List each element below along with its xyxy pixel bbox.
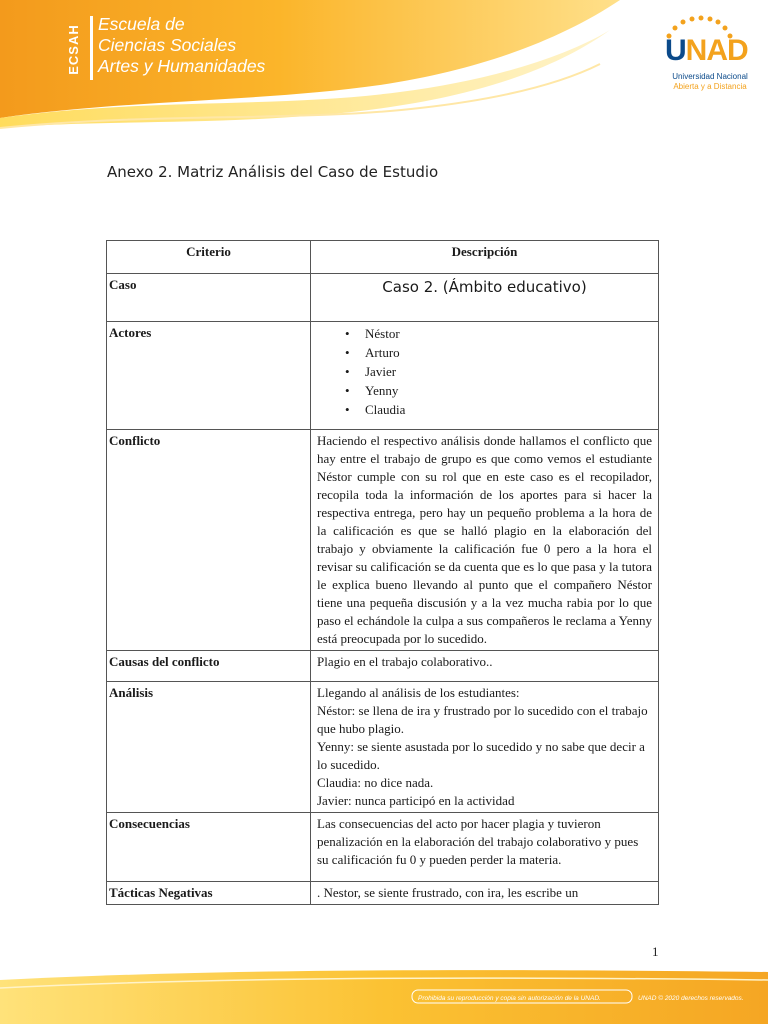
table-row	[107, 882, 659, 905]
description-cell	[311, 322, 659, 430]
analysis-line: Llegando al análisis de los estudiantes:	[317, 685, 520, 700]
description-cell: . Nestor, se siente frustrado, con ira, les escribe un	[311, 882, 659, 905]
unad-subtitle: Universidad Nacional	[672, 72, 748, 81]
analysis-line: Javier: nunca participó en la actividad	[317, 793, 515, 808]
criterion-cell: Actores	[107, 322, 311, 430]
actors-list	[313, 324, 656, 419]
description-cell	[311, 274, 659, 322]
column-header: Criterio	[107, 241, 311, 274]
reproduction-notice: Prohibida su reproducción y copia sin autorización de la UNAD.	[418, 995, 601, 1002]
ecsah-label: ECSAH	[65, 23, 81, 75]
description-cell: Plagio en el trabajo colaborativo..	[311, 651, 659, 682]
table-row	[107, 430, 659, 651]
table-header-row	[107, 241, 659, 274]
copyright-notice: UNAD © 2020 derechos reservados.	[638, 995, 744, 1002]
table-row	[107, 274, 659, 322]
table-row	[107, 813, 659, 882]
page-footer	[0, 966, 768, 1024]
list-item: • Claudia	[345, 400, 656, 419]
table-row	[107, 651, 659, 682]
analysis-line: Néstor: se llena de ira y frustrado por lo sucedido con el trabajo que hubo plagio.	[317, 703, 648, 736]
document-title: Anexo 2. Matriz Análisis del Caso de Estudio	[107, 163, 439, 181]
unad-wordmark: UNAD	[665, 34, 748, 67]
criterion-cell: Tácticas Negativas	[107, 882, 311, 905]
list-item: • Javier	[345, 362, 656, 381]
list-item: • Yenny	[345, 381, 656, 400]
criterion-cell: Conflicto	[107, 430, 311, 651]
school-line: Escuela de	[98, 14, 185, 34]
page-header	[0, 0, 768, 130]
divider	[90, 16, 93, 80]
case-title: Caso 2. (Ámbito educativo)	[382, 278, 587, 296]
criterion-cell: Análisis	[107, 682, 311, 813]
unad-logo	[655, 14, 755, 104]
list-item: • Arturo	[345, 343, 656, 362]
description-cell	[311, 682, 659, 813]
school-line: Ciencias Sociales	[98, 35, 237, 55]
criterion-cell: Consecuencias	[107, 813, 311, 882]
unad-subtitle: Abierta y a Distancia	[673, 82, 747, 91]
table-row	[107, 322, 659, 430]
description-cell: Las consecuencias del acto por hacer plagia y tuvieron penalización en la elaboración del trabajo colaborativo y pues su calificación fu 0 y pueden perder la materia.	[311, 813, 659, 882]
analysis-matrix-table	[106, 240, 659, 905]
school-line: Artes y Humanidades	[98, 56, 266, 76]
criterion-cell: Causas del conflicto	[107, 651, 311, 682]
analysis-line: Yenny: se siente asustada por lo sucedido y no sabe que decir a lo sucedido.	[317, 739, 645, 772]
school-name	[98, 14, 265, 77]
criterion-cell: Caso	[107, 274, 311, 322]
table-row	[107, 682, 659, 813]
column-header: Descripción	[311, 241, 659, 274]
description-cell: Haciendo el respectivo análisis donde hallamos el conflicto que hay entre el trabajo de grupo es que como vemos el estudiante Néstor cumple con su rol que en este caso es el recopilador, recopila toda la información de los aportes para si hacer la respectiva entrega, pero hay un pequeño problema a la hora de la calificación es que se halló plagio en la elaboración del trabajo y obviamente la calificación fue 0 pero a la hora el revisar su calificación se da cuenta que es lo que pasa y la tutora le explica bueno llevando al punto que el compañero Néstor tiene una pequeña discusión y a la vez mucha rabia por lo que paso el echándole la culpa a sus compañeros le reclama a Yenny está preocupada por lo sucedido.	[311, 430, 659, 651]
analysis-line: Claudia: no dice nada.	[317, 775, 434, 790]
page-number: 1	[652, 944, 659, 959]
list-item: • Néstor	[345, 324, 656, 343]
